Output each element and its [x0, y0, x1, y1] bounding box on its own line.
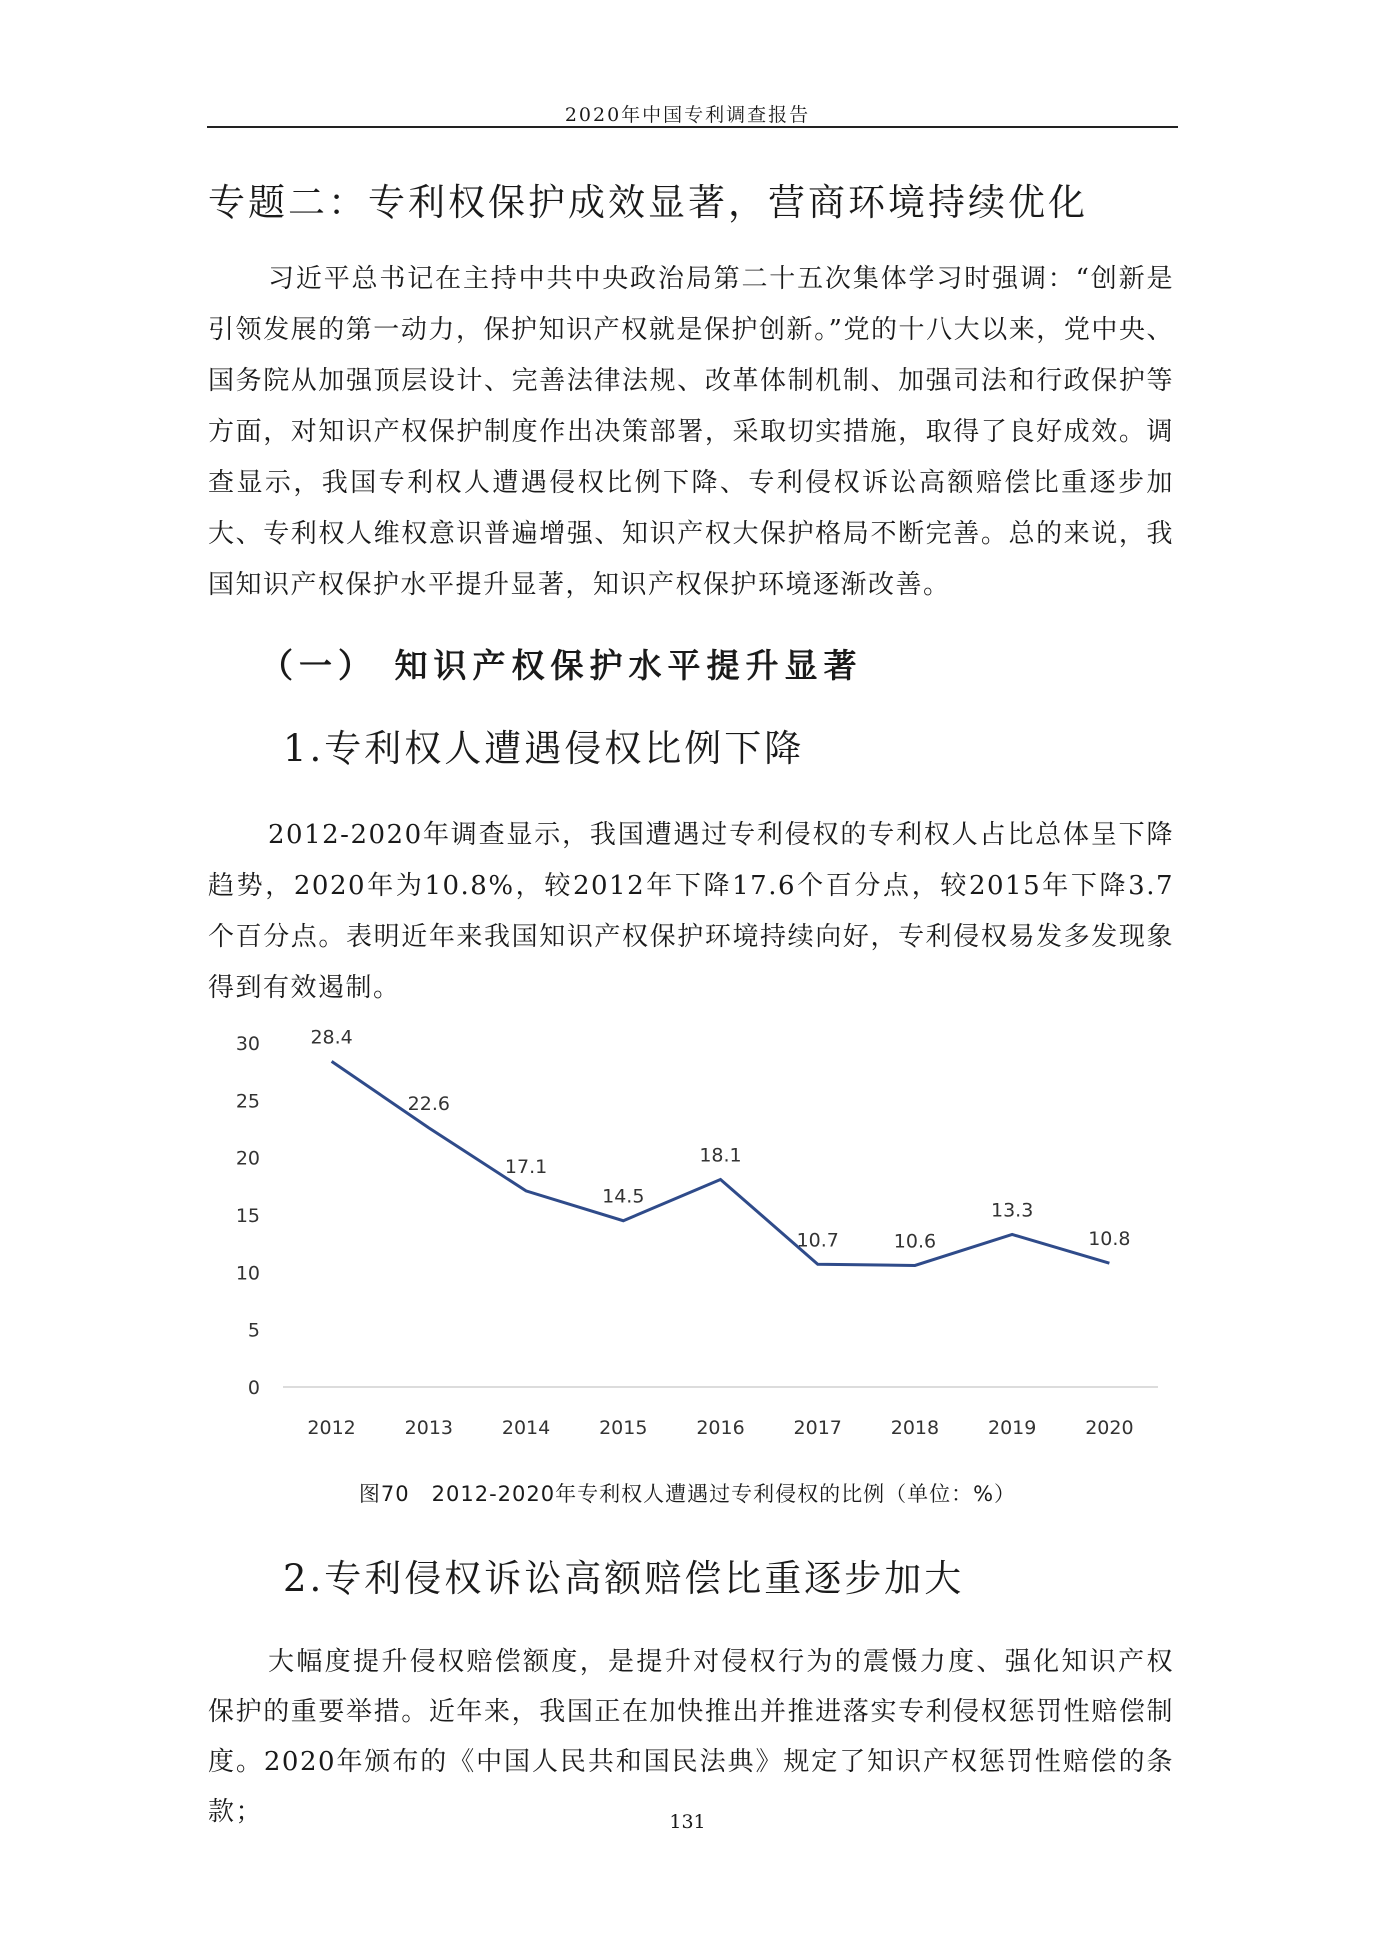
y-tick-label: 20: [235, 1147, 260, 1170]
data-labels: [310, 1026, 1130, 1252]
section-heading: （一） 知识产权保护水平提升显著: [260, 646, 863, 685]
y-tick-label: 15: [235, 1205, 260, 1227]
data-label: 13.3: [991, 1199, 1034, 1222]
x-tick-label: 2019: [987, 1417, 1037, 1439]
data-label: 28.4: [310, 1026, 353, 1049]
y-tick-label: 10: [235, 1262, 260, 1285]
data-label: 10.6: [893, 1230, 937, 1253]
y-tick-label: 0: [247, 1377, 260, 1399]
compensation-paragraph: 大幅度提升侵权赔偿额度，是提升对侵权行为的震慑力度、强化知识产权保护的重要举措。近年来，我国正在加快推出并推进落实专利侵权惩罚性赔偿制度。2020年颁布的《中国人民共和国民法典》规定了知识产权惩罚性赔偿的条款；: [208, 1647, 1174, 1827]
y-axis-ticks: [236, 1033, 260, 1399]
page-number: 131: [669, 1811, 706, 1833]
running-header: 2020年中国专利调查报告: [564, 104, 811, 126]
data-label: 10.7: [796, 1229, 839, 1252]
data-label: 10.8: [1088, 1228, 1131, 1251]
data-label: 17.1: [504, 1155, 548, 1178]
y-tick-label: 25: [235, 1090, 260, 1113]
x-tick-label: 2016: [696, 1417, 745, 1439]
intro-paragraph: 习近平总书记在主持中共中央政治局第二十五次集体学习时强调：“创新是引领发展的第一动力，保护知识产权就是保护创新。”党的十八大以来，党中央、国务院从加强顶层设计、完善法律法规、改革体制机制、加强司法和行政保护等方面，对知识产权保护制度作出决策部署，采取切实措施，取得了良好成效。调查显示，我国专利权人遭遇侵权比例下降、专利侵权诉讼高额赔偿比重逐步加大、专利权人维权意识普遍增强、知识产权大保护格局不断完善。总的来说，我国知识产权保护水平提升显著，知识产权保护环境逐渐改善。: [208, 264, 1174, 600]
x-tick-label: 2017: [793, 1417, 842, 1439]
x-tick-label: 2020: [1085, 1417, 1134, 1439]
infringement-line-chart: [208, 1015, 1174, 1455]
x-tick-label: 2015: [599, 1417, 648, 1439]
x-axis-ticks: [307, 1417, 1133, 1439]
header-rule: [207, 126, 1178, 128]
topic-title: 专题二：专利权保护成效显著，营商环境持续优化: [208, 181, 1088, 224]
y-tick-label: 5: [247, 1319, 260, 1342]
x-tick-label: 2014: [501, 1417, 551, 1439]
x-tick-label: 2018: [890, 1417, 940, 1439]
y-tick-label: 30: [235, 1033, 260, 1055]
x-tick-label: 2012: [307, 1417, 356, 1439]
data-label: 14.5: [602, 1185, 645, 1208]
data-label: 22.6: [407, 1092, 450, 1115]
subheading-high-compensation: 2.专利侵权诉讼高额赔偿比重逐步加大: [283, 1557, 965, 1600]
data-label: 18.1: [699, 1144, 742, 1167]
figure-caption: 图70 2012-2020年专利权人遭遇过专利侵权的比例（单位：%）: [358, 1482, 1017, 1506]
infringement-paragraph: 2012-2020年调查显示，我国遭遇过专利侵权的专利权人占比总体呈下降趋势，2020年为10.8%，较2012年下降17.6个百分点，较2015年下降3.7个百分点。表明近年来我国知识产权保护环境持续向好，专利侵权易发多发现象得到有效遏制。: [208, 820, 1174, 1003]
x-tick-label: 2013: [404, 1417, 454, 1439]
subheading-infringement-ratio: 1.专利权人遭遇侵权比例下降: [283, 727, 805, 770]
